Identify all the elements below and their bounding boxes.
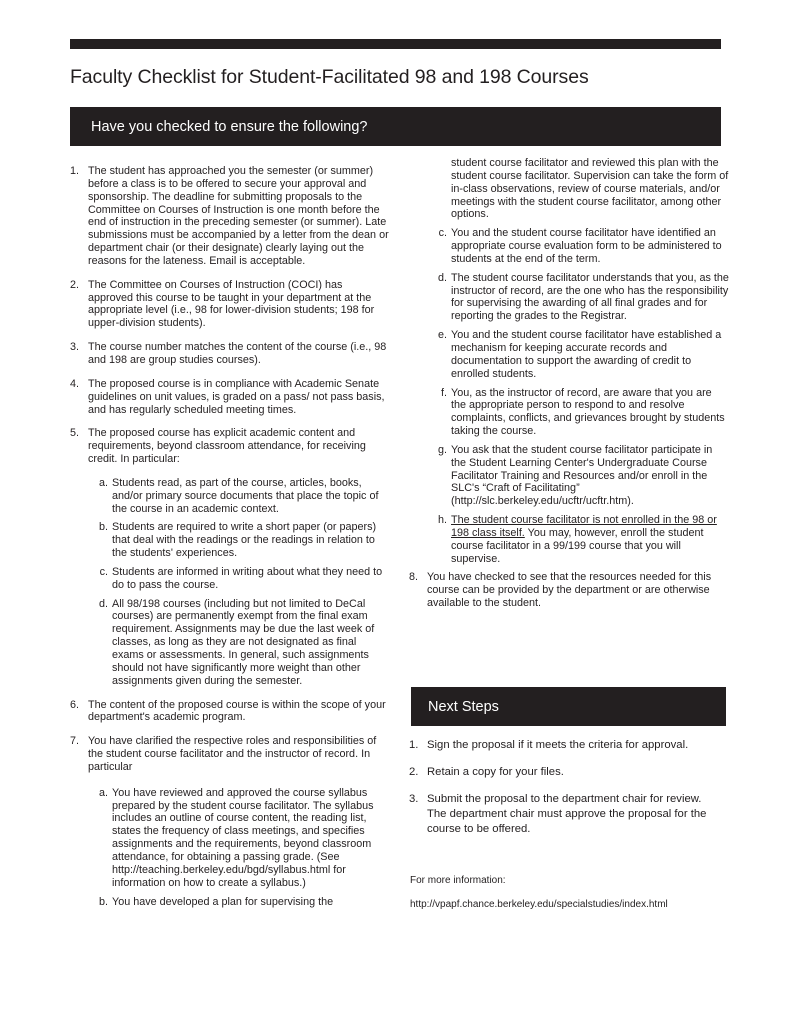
checklist-item-4	[70, 378, 390, 417]
item-number: 8.	[409, 571, 419, 584]
sub-text: Students are required to write a short paper (or papers) that deal with the readings or the readings in relation to the students' experiences.	[112, 521, 377, 560]
item-text: The proposed course is in compliance with Academic Senate guidelines on unit values, is graded on a pass/ not pass basis, and has regularly scheduled meeting times.	[88, 377, 385, 416]
checklist-item-3	[70, 341, 390, 367]
checklist-item-2	[70, 279, 390, 330]
step-number: 1.	[409, 739, 419, 751]
sub-item-7a	[97, 787, 390, 890]
checklist-item-8	[409, 571, 729, 610]
sub-letter: b.	[98, 895, 108, 908]
next-steps-banner	[411, 687, 726, 726]
sub-item-7g	[436, 444, 729, 508]
next-step-3	[409, 792, 719, 837]
sub-item-7f	[436, 387, 729, 438]
item-text: The proposed course has explicit academic content and requirements, beyond classroom attendance, for receiving credit. In particular:	[88, 427, 366, 466]
item-number: 3.	[70, 341, 80, 354]
checklist-banner	[70, 107, 721, 146]
sub-letter: c.	[438, 227, 447, 240]
checklist-item-5	[70, 427, 390, 687]
right-column	[409, 157, 729, 610]
sub-letter: d.	[437, 271, 447, 284]
left-column	[70, 165, 390, 908]
sub-letter: d.	[98, 597, 108, 610]
sub-item-5d	[97, 598, 390, 688]
sub-text: You and the student course facilitator have identified an appropriate course evaluation form to be administered to students at the end of the term.	[451, 227, 722, 265]
sub-item-7b-continued	[436, 157, 729, 221]
checklist-banner-text: Have you checked to ensure the following?	[91, 118, 368, 135]
sub-item-7b	[97, 896, 390, 909]
sub-letter: a.	[98, 786, 108, 799]
item-text: The Committee on Courses of Instruction (COCI) has approved this course to be taught in your department at the appropriate level (i.e., 98 for lower-division students; 198 for upper-division students).	[88, 278, 375, 330]
item-number: 1.	[70, 165, 80, 177]
sub-letter: f.	[441, 386, 447, 399]
underlined-text: The student course facilitator is not enrolled in the 98 or 198 class itself.	[451, 514, 717, 539]
step-text: Sign the proposal if it meets the criteria for approval.	[427, 739, 689, 751]
sub-item-5b	[97, 521, 390, 560]
page-title: Faculty Checklist for Student-Facilitated 98 and 198 Courses	[70, 66, 589, 88]
sub-text: You ask that the student course facilitator participate in the Student Learning Center's Undergraduate Course Facilitator Training and Resources and/or enroll in the SLC's “Craft of Facilitating” (http://slc.berkeley.edu/ucftr/ucftr.htm).	[451, 443, 713, 508]
sub-item-7c	[436, 227, 729, 266]
next-step-2	[409, 765, 719, 780]
checklist-item-6	[70, 699, 390, 725]
next-steps-heading: Next Steps	[428, 698, 499, 715]
next-step-1	[409, 738, 719, 753]
item-text: The content of the proposed course is within the scope of your department's academic program.	[88, 698, 386, 724]
item-text: You have checked to see that the resources needed for this course can be provided by the department or are otherwise available to the student.	[427, 571, 712, 610]
item-text: The student has approached you the semester (or summer) before a class is to be offered to secure your approval and sponsorship. The deadline for submitting proposals to the Committee on Courses of Instruction is one month before the end of instruction in the preceding semester (or summer). Late submissions must be accompanied by a letter from the dean or department chair (or their designate) clearly laying out the reasons for the lateness. Email is acceptable.	[88, 165, 389, 267]
sub-text: All 98/198 courses (including but not limited to DeCal courses) are permanently exempt from the final exam requirement. Assignments may be due the last week of classes, as long as they are not designated as final exams or assessments. In general, such assignments should not have significantly more weight than other assignments given during the semester.	[112, 597, 375, 687]
sub-item-5a	[97, 477, 390, 516]
step-number: 3.	[409, 793, 419, 805]
sub-text: Students are informed in writing about what they need to do to pass the course.	[112, 565, 383, 591]
top-rule	[70, 39, 721, 49]
more-info-link[interactable]: http://vpapf.chance.berkeley.edu/specialstudies/index.html	[410, 899, 668, 910]
sub-letter: h.	[437, 514, 447, 527]
step-number: 2.	[409, 766, 419, 778]
step-text: Retain a copy for your files.	[427, 766, 564, 778]
sub-item-5c	[97, 566, 390, 592]
step-text: Submit the proposal to the department chair for review. The department chair must approve the proposal for the course to be offered.	[427, 793, 707, 835]
item-number: 2.	[70, 278, 80, 291]
sub-letter: g.	[437, 443, 447, 456]
sub-text	[451, 514, 729, 565]
sub-text: You and the student course facilitator have established a mechanism for keeping accurate records and documentation to support the awarding of credit to enrolled students.	[451, 329, 722, 380]
item-number: 5.	[70, 427, 80, 440]
sub-text: The student course facilitator understands that you, as the instructor of record, are the one who has the responsibility for supervising the awarding of all final grades and for reporting the grades to the Registrar.	[451, 271, 729, 323]
sub-item-7d	[436, 272, 729, 323]
sub-text: student course facilitator and reviewed this plan with the student course facilitator. Supervision can take the form of in-class observations, review of course materials, and/or meetings with the student course facilitator, among other options.	[451, 157, 729, 221]
sub-item-7h	[436, 514, 729, 565]
item-number: 7.	[70, 735, 80, 748]
checklist-item-7	[70, 735, 390, 908]
item-text: You have clarified the respective roles and responsibilities of the student course facilitator and the instructor of record. In particular	[88, 735, 377, 773]
sub-text-rest: You may, however, enroll the student course facilitator in a 99/199 course that you will supervise.	[451, 526, 704, 565]
sub-item-7e	[436, 329, 729, 380]
sub-letter: c.	[99, 565, 108, 578]
sub-letter: a.	[98, 476, 108, 489]
sub-text: You, as the instructor of record, are aware that you are the appropriate person to respond to and resolve complaints, conflicts, and grievances brought by students taking the course.	[451, 386, 725, 438]
checklist-item-1	[70, 165, 390, 268]
item-number: 6.	[70, 698, 80, 711]
item-number: 4.	[70, 377, 80, 390]
sub-letter: b.	[98, 521, 108, 534]
sub-text: You have reviewed and approved the course syllabus prepared by the student course facilitator. The syllabus includes an outline of course content, the reading list, states the frequency of class meetings, and specifies assignments and the requirements, beyond classroom attendance, for obtaining a passing grade. (See http://teaching.berkeley.edu/bgd/syllabus.html for information on how to create a syllabus.)	[112, 786, 374, 889]
next-steps-list	[409, 738, 719, 837]
sub-text: You have developed a plan for supervising the	[112, 895, 334, 908]
sub-text: Students read, as part of the course, articles, books, and/or primary source documents that place the topic of the course in an academic context.	[112, 476, 379, 515]
item-text: The course number matches the content of the course (i.e., 98 and 198 are group studies courses).	[88, 341, 387, 366]
more-info-label: For more information:	[410, 875, 506, 886]
sub-letter: e.	[437, 329, 447, 342]
